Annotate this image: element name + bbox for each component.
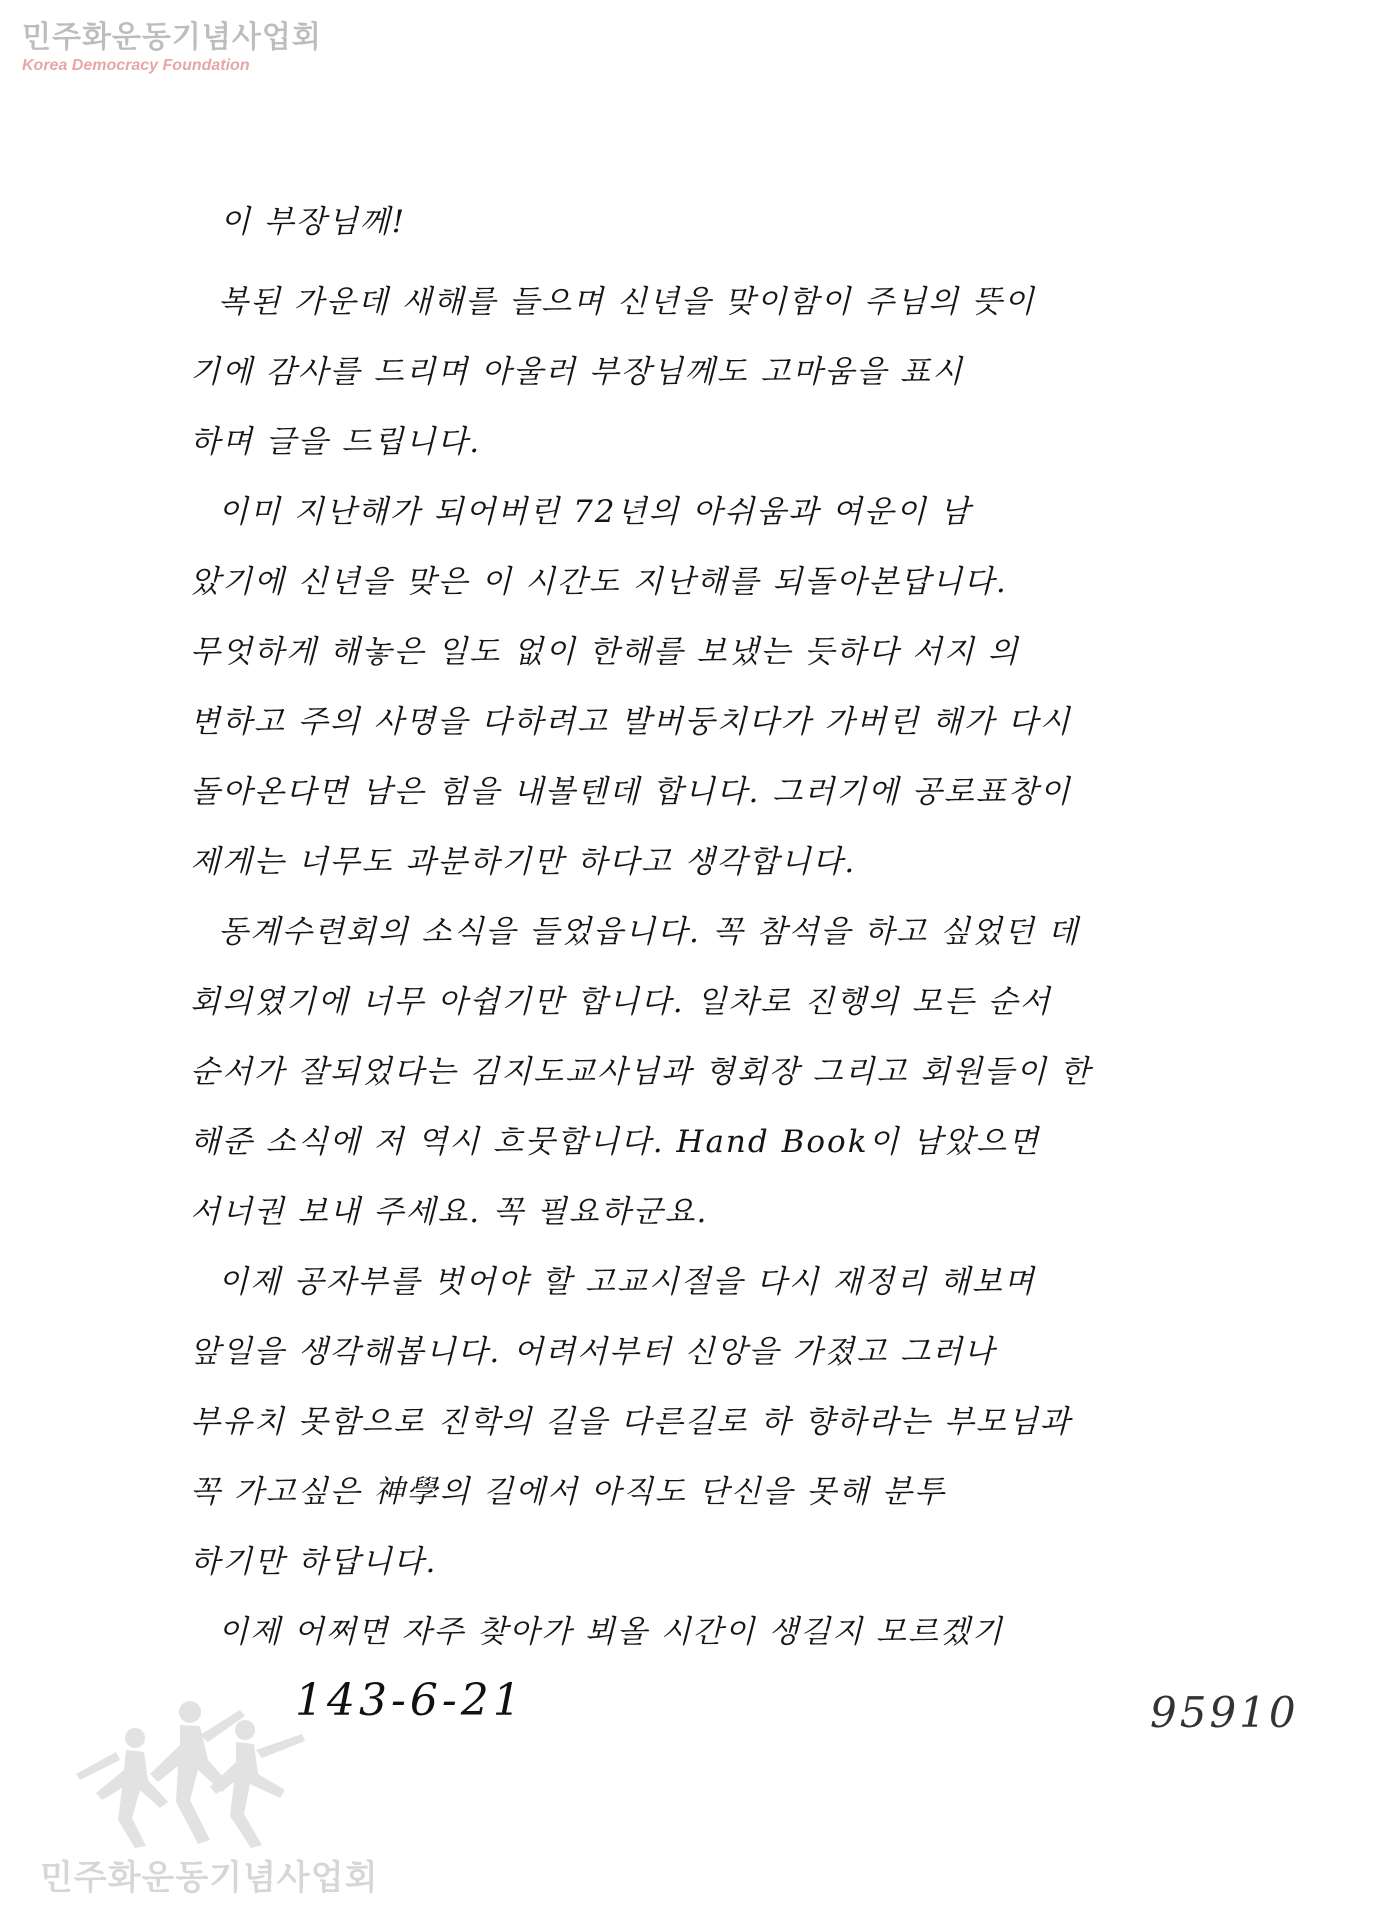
letter-line: 해준 소식에 저 역시 흐뭇합니다. Hand Book이 남았으면 xyxy=(190,1124,1041,1160)
letter-line: 동계수련회의 소식을 들었읍니다. 꼭 참석을 하고 싶었던 데 xyxy=(218,914,1080,950)
letter-body xyxy=(190,205,1220,1685)
running-figures-logo-icon xyxy=(40,1690,340,1850)
page-reference-right: 95910 xyxy=(1150,1688,1299,1737)
letter-salutation: 이 부장님께! xyxy=(220,204,407,240)
letter-line: 부유치 못함으로 진학의 길을 다른길로 하 향하라는 부모님과 xyxy=(190,1404,1072,1440)
watermark-top-english: Korea Democracy Foundation xyxy=(22,57,250,74)
watermark-top-korean: 민주화운동기념사업회 xyxy=(22,20,322,55)
letter-line: 기에 감사를 드리며 아울러 부장님께도 고마움을 표시 xyxy=(190,354,964,390)
letter-line: 하기만 하답니다. xyxy=(190,1544,438,1580)
letter-line: 았기에 신년을 맞은 이 시간도 지난해를 되돌아본답니다. xyxy=(190,564,1008,600)
letter-line: 변하고 주의 사명을 다하려고 발버둥치다가 가버린 해가 다시 xyxy=(190,704,1072,740)
watermark-top xyxy=(22,20,322,76)
letter-line: 하며 글을 드립니다. xyxy=(190,424,482,460)
letter-line: 무엇하게 해놓은 일도 없이 한해를 보냈는 듯하다 서지 의 xyxy=(190,634,1020,670)
page-reference-left: 143-6-21 xyxy=(295,1675,525,1726)
watermark-bottom-korean: 민주화운동기념사업회 xyxy=(40,1858,379,1898)
letter-line: 이미 지난해가 되어버린 72년의 아쉬움과 여운이 남 xyxy=(218,494,972,530)
letter-line: 돌아온다면 남은 힘을 내볼텐데 합니다. 그러기에 공로표창이 xyxy=(190,774,1072,810)
letter-line: 서너권 보내 주세요. 꼭 필요하군요. xyxy=(190,1194,709,1230)
letter-line: 앞일을 생각해봅니다. 어려서부터 신앙을 가졌고 그러나 xyxy=(190,1334,996,1370)
letter-line: 순서가 잘되었다는 김지도교사님과 형회장 그리고 회원들이 한 xyxy=(190,1054,1092,1090)
letter-line: 이제 공자부를 벗어야 할 고교시절을 다시 재정리 해보며 xyxy=(218,1264,1036,1300)
letter-line: 복된 가운데 새해를 들으며 신년을 맞이함이 주님의 뜻이 xyxy=(218,284,1036,320)
letter-line: 꼭 가고싶은 神學의 길에서 아직도 단신을 못해 분투 xyxy=(190,1474,946,1510)
watermark-bottom xyxy=(40,1690,379,1900)
letter-line: 이제 어쩌면 자주 찾아가 뵈올 시간이 생길지 모르겠기 xyxy=(218,1614,1004,1650)
letter-line: 제게는 너무도 과분하기만 하다고 생각합니다. xyxy=(190,844,857,880)
letter-line: 회의였기에 너무 아쉽기만 합니다. 일차로 진행의 모든 순서 xyxy=(190,984,1052,1020)
